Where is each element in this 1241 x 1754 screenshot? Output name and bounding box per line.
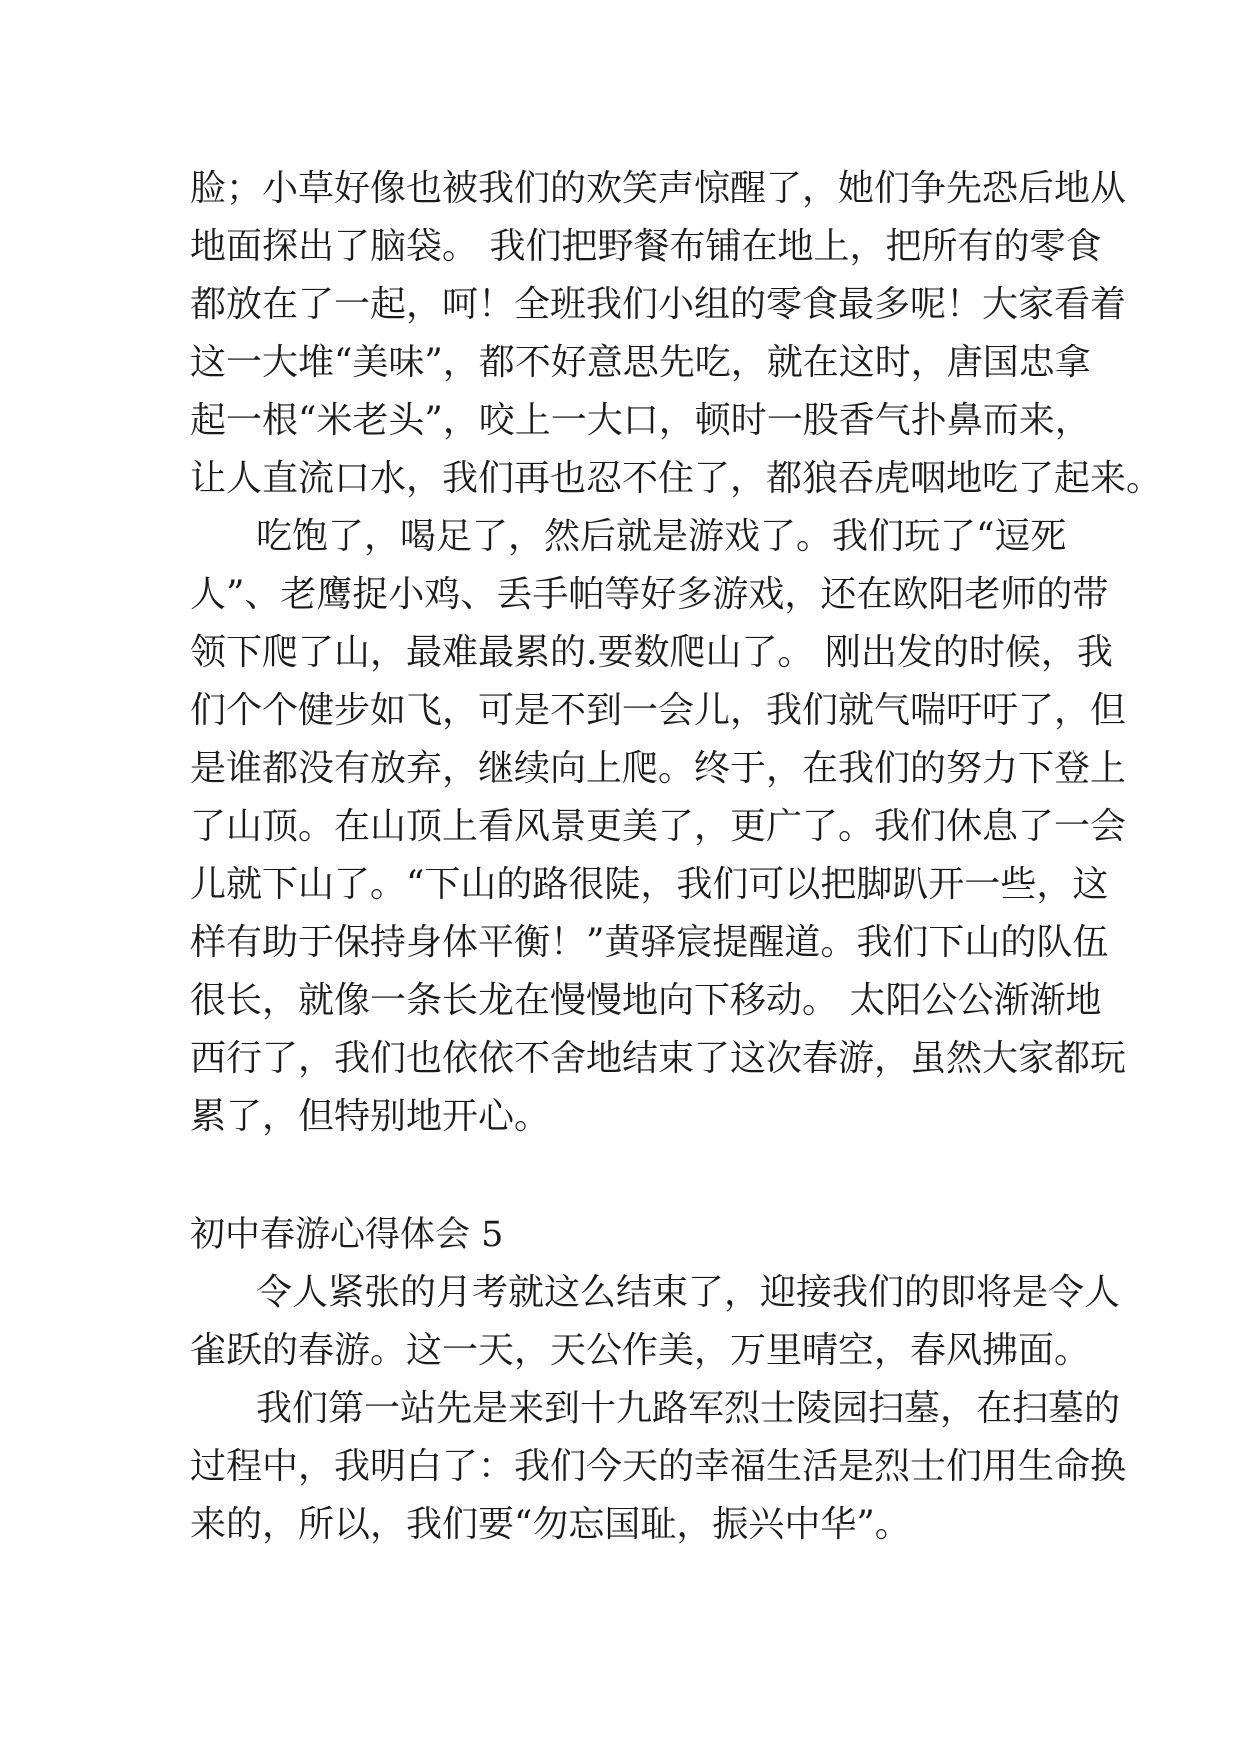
paragraph-line: 们个个健步如飞，可是不到一会儿，我们就气喘吁吁了，但 [190, 690, 1127, 731]
paragraph-line: 累了，但特别地开心。 [190, 1096, 551, 1137]
paragraph-line: 令人紧张的月考就这么结束了，迎接我们的即将是令人 [256, 1272, 1121, 1313]
paragraph-line: 吃饱了，喝足了，然后就是游戏了。我们玩了“逗死 [256, 516, 1067, 557]
section-heading: 初中春游心得体会 5 [190, 1215, 504, 1255]
paragraph-line: 都放在了一起，呵！全班我们小组的零食最多呢！大家看着 [190, 284, 1127, 325]
paragraph-line: 过程中，我明白了：我们今天的幸福生活是烈士们用生命换 [190, 1446, 1127, 1487]
paragraph-line: 西行了，我们也依依不舍地结束了这次春游，虽然大家都玩 [190, 1038, 1127, 1079]
paragraph-line: 很长，就像一条长龙在慢慢地向下移动。 太阳公公渐渐地 [190, 980, 1102, 1021]
paragraph-line: 雀跃的春游。这一天，天公作美，万里晴空，春风拂面。 [190, 1330, 1091, 1371]
paragraph-line: 我们第一站先是来到十九路军烈士陵园扫墓，在扫墓的 [256, 1388, 1121, 1429]
paragraph-line: 是谁都没有放弃，继续向上爬。终于，在我们的努力下登上 [190, 748, 1127, 789]
paragraph-line: 了山顶。在山顶上看风景更美了，更广了。我们休息了一会 [190, 806, 1127, 847]
paragraph-line: 起一根“米老头”，咬上一大口，顿时一股香气扑鼻而来， [190, 400, 1091, 441]
paragraph-line: 领下爬了山，最难最累的.要数爬山了。 刚出发的时候，我 [190, 632, 1113, 673]
paragraph-line: 儿就下山了。“下山的路很陡，我们可以把脚趴开一些，这 [190, 864, 1109, 905]
paragraph-line: 人”、老鹰捉小鸡、丢手帕等好多游戏，还在欧阳老师的带 [190, 574, 1109, 615]
paragraph-line: 让人直流口水，我们再也忍不住了，都狼吞虎咽地吃了起来。 [190, 458, 1163, 499]
paragraph-line: 这一大堆“美味”，都不好意思先吃，就在这时，唐国忠拿 [190, 342, 1091, 383]
paragraph-line: 来的，所以，我们要“勿忘国耻，振兴中华”。 [190, 1504, 911, 1545]
paragraph-line: 脸；小草好像也被我们的欢笑声惊醒了，她们争先恐后地从 [190, 168, 1127, 209]
paragraph-line: 样有助于保持身体平衡！”黄驿宸提醒道。我们下山的队伍 [190, 922, 1109, 963]
paragraph-line: 地面探出了脑袋。 我们把野餐布铺在地上，把所有的零食 [190, 226, 1102, 267]
